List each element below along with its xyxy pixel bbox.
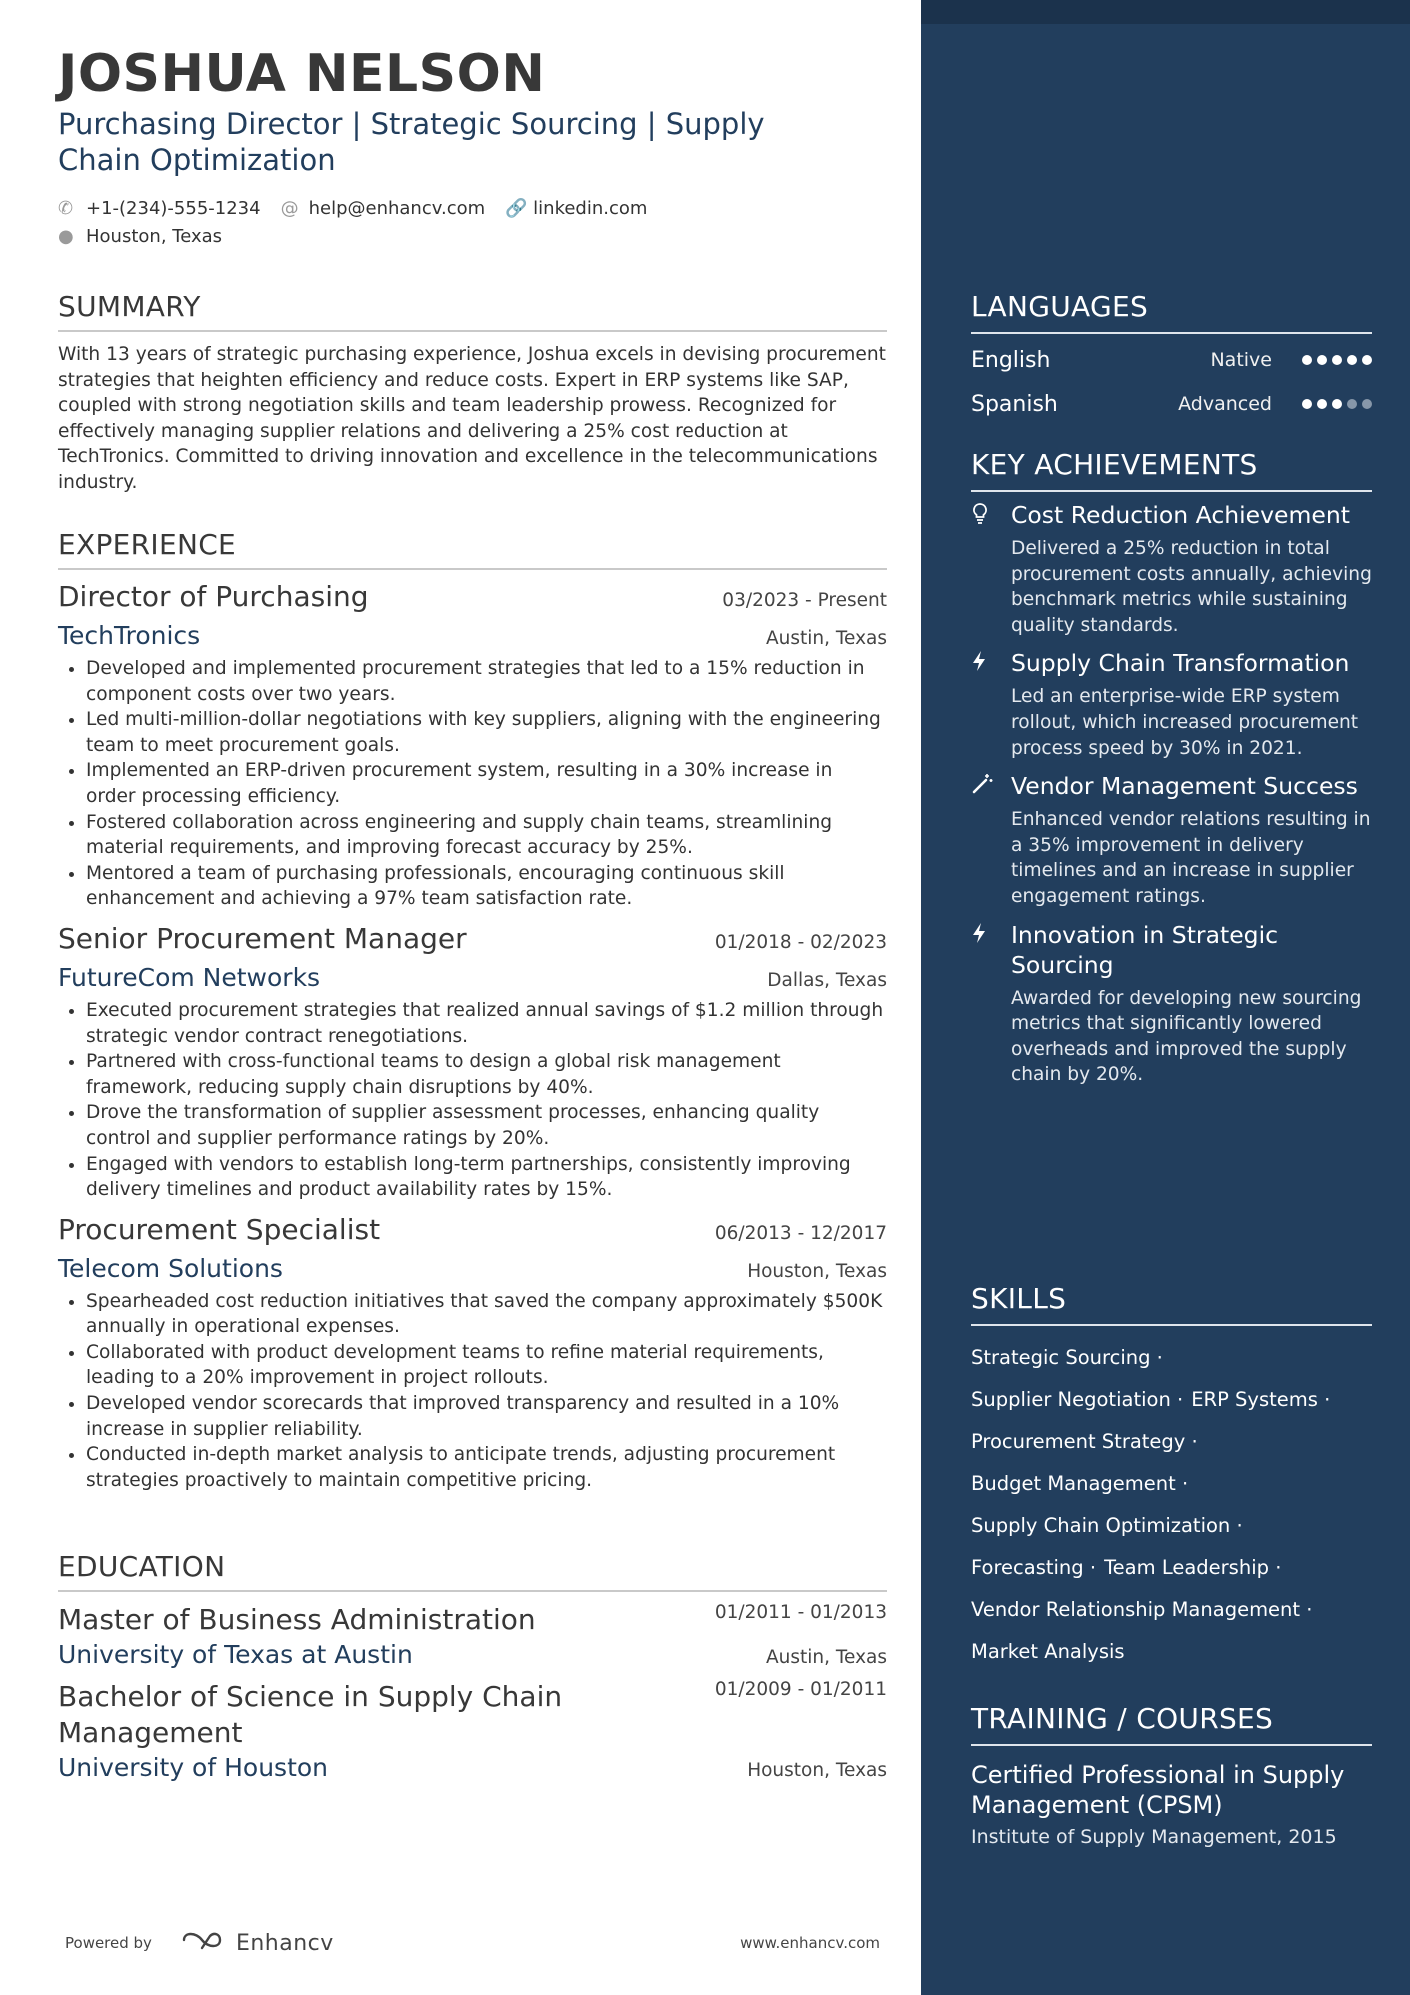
rating-dot	[1317, 355, 1327, 365]
education-school: University of Houston	[58, 1753, 329, 1782]
job-bullet: • Developed and implemented procurement strategies that led to a 15% reduction in component costs over two years.	[86, 656, 887, 707]
education-entry	[58, 1602, 887, 1669]
job-bullet: • Mentored a team of purchasing professionals, encouraging continuous skill enhancement and achieving a 97% team satisfaction rate.	[86, 861, 887, 912]
achievement-item	[971, 920, 1372, 1088]
education-location: Houston, Texas	[747, 1760, 887, 1781]
link-icon: 🔗	[505, 197, 528, 219]
skill-list	[971, 1336, 1372, 1672]
rating-dot	[1347, 399, 1357, 409]
language-proficiency	[1178, 393, 1372, 415]
rating-dot	[1362, 355, 1372, 365]
education-dates: 01/2011 - 01/2013	[714, 1602, 887, 1623]
job-dates: 06/2013 - 12/2017	[714, 1222, 887, 1244]
skill-row	[971, 1420, 1372, 1462]
achievement-item	[971, 648, 1372, 761]
course-title: Certified Professional in Supply Management (CPSM)	[971, 1761, 1345, 1819]
achievement-item	[971, 500, 1372, 638]
job-dates: 03/2023 - Present	[722, 590, 887, 611]
powered-by-text: Powered by	[65, 1934, 152, 1952]
job-subheader	[58, 1254, 887, 1283]
job-entry	[58, 580, 887, 912]
magic-wand-icon	[971, 771, 1011, 909]
achievement-body	[1011, 500, 1372, 638]
education-list	[58, 1602, 887, 1782]
location-text: Houston, Texas	[86, 225, 223, 247]
education-school: University of Texas at Austin	[58, 1640, 413, 1669]
job-title: Director of Purchasing	[58, 580, 369, 613]
skill-row	[971, 1336, 1372, 1378]
skill-tag: Supplier Negotiation ·	[971, 1387, 1184, 1411]
education-section	[58, 1550, 887, 1782]
job-bullet: • Collaborated with product development teams to refine material requirements, leading to a 20% improvement in project rollouts.	[86, 1340, 887, 1391]
skill-tag: Strategic Sourcing ·	[971, 1345, 1163, 1369]
job-bullets	[58, 998, 887, 1203]
education-degree: Bachelor of Science in Supply Chain Management	[58, 1680, 563, 1749]
job-header	[58, 922, 887, 955]
rating-dots	[1302, 355, 1372, 365]
job-list	[58, 580, 887, 1493]
skill-row	[971, 1378, 1372, 1420]
language-list	[971, 338, 1372, 426]
achievement-title: Innovation in Strategic Sourcing	[1011, 920, 1279, 979]
job-bullet: • Drove the transformation of supplier assessment processes, enhancing quality control and supplier performance ratings by 20%.	[86, 1100, 887, 1151]
language-proficiency	[1210, 349, 1372, 371]
skill-tag: Team Leadership ·	[1104, 1555, 1282, 1579]
education-header	[58, 1679, 887, 1751]
achievement-title: Cost Reduction Achievement	[1011, 501, 1350, 529]
skill-tag: Procurement Strategy ·	[971, 1429, 1198, 1453]
job-entry	[58, 1213, 887, 1494]
job-bullet: • Spearheaded cost reduction initiatives that saved the company approximately $500K annually in operational expenses.	[86, 1289, 887, 1340]
education-dates: 01/2009 - 01/2011	[714, 1679, 887, 1700]
contact-info	[58, 194, 878, 250]
candidate-name: JOSHUA NELSON	[58, 44, 546, 104]
bolt-icon	[971, 920, 1011, 1088]
skill-tag: Budget Management ·	[971, 1471, 1189, 1495]
rating-dot	[1317, 399, 1327, 409]
education-heading: EDUCATION	[58, 1550, 887, 1592]
achievement-body	[1011, 648, 1372, 761]
skill-tag: Vendor Relationship Management ·	[971, 1597, 1313, 1621]
training-heading: TRAINING / COURSES	[971, 1702, 1372, 1746]
job-header	[58, 580, 887, 613]
summary-heading: SUMMARY	[58, 290, 887, 332]
achievement-description: Awarded for developing new sourcing metrics that significantly lowered overheads and improved the supply chain by 20%.	[1011, 987, 1362, 1086]
experience-section	[58, 528, 887, 1493]
achievement-body	[1011, 920, 1372, 1088]
job-title: Procurement Specialist	[58, 1212, 381, 1246]
languages-heading: LANGUAGES	[971, 290, 1372, 334]
rating-dot	[1332, 399, 1342, 409]
job-entry	[58, 922, 887, 1203]
job-bullets	[58, 656, 887, 912]
rating-dot	[1302, 399, 1312, 409]
achievements-heading: KEY ACHIEVEMENTS	[971, 448, 1372, 492]
skills-section	[971, 1282, 1372, 1672]
rating-dot	[1332, 355, 1342, 365]
contact-email[interactable]	[281, 198, 486, 219]
education-subheader	[58, 1753, 887, 1782]
education-degree: Master of Business Administration	[58, 1603, 536, 1636]
education-header	[58, 1602, 887, 1638]
summary-text: With 13 years of strategic purchasing experience, Joshua excels in devising procurement strategies that heighten efficiency and reduce costs. Expert in ERP systems like SAP, coupled with strong negotiation skills and team leadership prowess. Recognized for effectively managing supplier relations and delivering a 25% cost reduction at TechTronics. Committed to driving innovation and excellence in the telecommunications industry.	[58, 344, 886, 493]
job-title: Senior Procurement Manager	[58, 921, 467, 955]
achievement-description: Enhanced vendor relations resulting in a 35% improvement in delivery timelines and an increase in supplier engagement ratings.	[1011, 809, 1371, 907]
job-subheader	[58, 963, 887, 992]
contact-location	[58, 226, 222, 247]
language-level: Native	[1210, 349, 1272, 371]
rating-dot	[1302, 355, 1312, 365]
language-item	[971, 382, 1372, 426]
education-location: Austin, Texas	[765, 1647, 887, 1668]
skill-row	[971, 1588, 1372, 1630]
linkedin-text: linkedin.com	[533, 197, 648, 219]
rating-dot	[1362, 399, 1372, 409]
phone-text: +1-(234)-555-1234	[86, 197, 261, 219]
job-bullet: • Conducted in-depth market analysis to anticipate trends, adjusting procurement strategies proactively to maintain competitive pricing.	[86, 1442, 887, 1493]
footer	[65, 1928, 880, 1958]
at-icon: @	[280, 197, 299, 219]
rating-dots	[1302, 399, 1372, 409]
sidebar	[921, 0, 1410, 1995]
education-entry	[58, 1679, 887, 1782]
bolt-icon	[971, 648, 1011, 761]
candidate-title: Purchasing Director | Strategic Sourcing | Supply Chain Optimization	[58, 107, 765, 177]
course-provider: Institute of Supply Management, 2015	[971, 1826, 1337, 1848]
rating-dot	[1347, 355, 1357, 365]
summary-section	[58, 290, 887, 495]
skill-row	[971, 1504, 1372, 1546]
job-subheader	[58, 621, 887, 650]
job-bullets	[58, 1289, 887, 1494]
skill-row	[971, 1462, 1372, 1504]
contact-linkedin[interactable]	[505, 198, 647, 219]
language-item	[971, 338, 1372, 382]
location-pin-icon: ●	[58, 225, 74, 247]
sidebar-top-band	[921, 0, 1410, 24]
skill-tag: ERP Systems ·	[1191, 1387, 1331, 1411]
language-level: Advanced	[1178, 393, 1272, 415]
job-bullet: • Partnered with cross-functional teams to design a global risk management framework, reducing supply chain disruptions by 40%.	[86, 1049, 887, 1100]
training-section	[971, 1702, 1372, 1848]
job-location: Houston, Texas	[747, 1260, 887, 1282]
experience-heading: EXPERIENCE	[58, 528, 887, 570]
skill-tag: Forecasting ·	[971, 1555, 1097, 1579]
skill-tag: Market Analysis	[971, 1639, 1125, 1663]
enhancv-logo-icon	[180, 1928, 228, 1958]
job-dates: 01/2018 - 02/2023	[714, 931, 887, 953]
job-location: Austin, Texas	[765, 628, 887, 649]
achievement-body	[1011, 771, 1372, 909]
job-bullet: • Executed procurement strategies that realized annual savings of $1.2 million through strategic vendor contract renegotiations.	[86, 998, 887, 1049]
job-bullet: • Engaged with vendors to establish long-term partnerships, consistently improving delivery timelines and product availability rates by 15%.	[86, 1152, 887, 1203]
job-bullet: • Led multi-million-dollar negotiations with key suppliers, aligning with the engineering team to meet procurement goals.	[86, 707, 887, 758]
achievement-title: Vendor Management Success	[1011, 772, 1358, 801]
contact-phone[interactable]	[58, 198, 261, 219]
footer-url[interactable]: www.enhancv.com	[740, 1934, 880, 1952]
achievement-description: Led an enterprise-wide ERP system rollout, which increased procurement process speed by 30% in 2021.	[1011, 686, 1359, 759]
phone-icon: ✆	[58, 197, 74, 219]
job-header	[58, 1213, 887, 1246]
language-name: English	[971, 347, 1051, 373]
skills-heading: SKILLS	[971, 1282, 1372, 1326]
skill-row	[971, 1546, 1372, 1588]
email-text: help@enhancv.com	[308, 197, 486, 219]
job-bullet: • Implemented an ERP-driven procurement system, resulting in a 30% increase in order processing efficiency.	[86, 758, 887, 809]
achievement-title: Supply Chain Transformation	[1011, 649, 1350, 678]
education-subheader	[58, 1640, 887, 1669]
job-company: Telecom Solutions	[58, 1253, 283, 1283]
skill-tag: Supply Chain Optimization ·	[971, 1513, 1243, 1537]
job-company: TechTronics	[58, 621, 201, 650]
job-location: Dallas, Texas	[767, 969, 887, 991]
job-bullet: • Developed vendor scorecards that improved transparency and resulted in a 10% increase in supplier reliability.	[86, 1391, 887, 1442]
achievement-item	[971, 771, 1372, 909]
job-bullet: • Fostered collaboration across engineering and supply chain teams, streamlining material requirements, and improving forecast accuracy by 25%.	[86, 810, 887, 861]
brand-name: Enhancv	[235, 1930, 334, 1956]
achievement-description: Delivered a 25% reduction in total procurement costs annually, achieving benchmark metrics while sustaining quality standards.	[1011, 538, 1372, 636]
achievement-list	[971, 500, 1372, 1088]
job-company: FutureCom Networks	[58, 962, 321, 992]
achievements-section	[971, 448, 1372, 1088]
skill-row	[971, 1630, 1372, 1672]
lightbulb-icon	[971, 500, 1011, 638]
language-name: Spanish	[971, 391, 1058, 417]
languages-section	[971, 290, 1372, 426]
